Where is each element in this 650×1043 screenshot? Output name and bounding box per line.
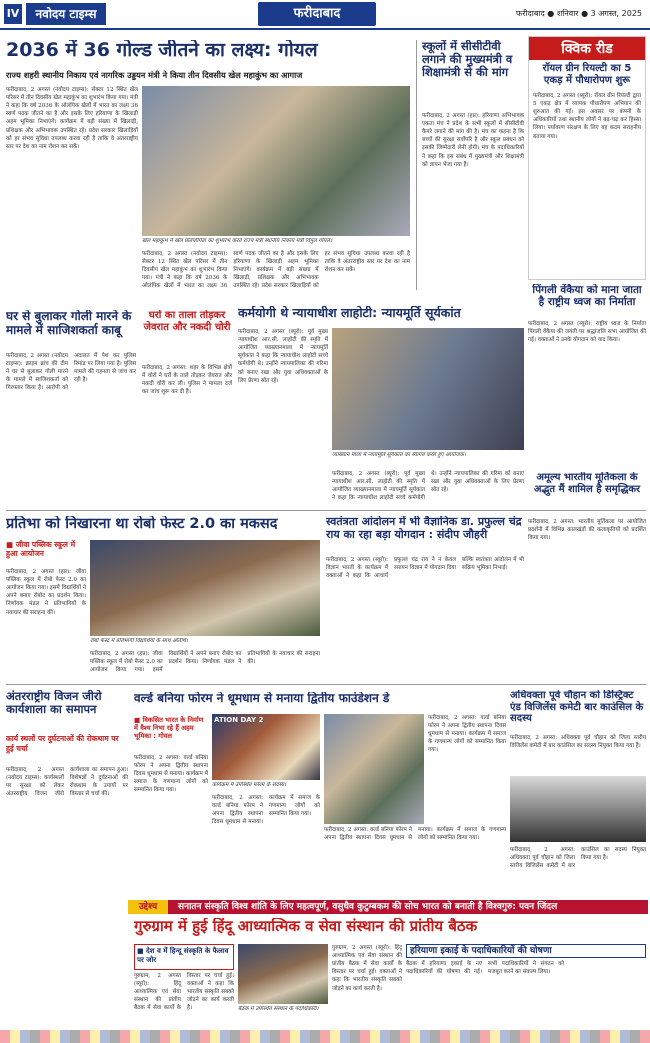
karmayogi-headline: कर्मयोगी थे न्यायाधीश लाहोटी: न्यायमूर्ति सूर्यकांत	[238, 306, 461, 320]
masthead	[0, 0, 650, 30]
schools-headline: स्कूलों में सीसीटीवी लगाने की मुख्यमंत्री व शिक्षामंत्री से की मांग	[422, 40, 513, 80]
vaishya-body-cont: फरीदाबाद, 2 अगस्त: वर्ल्ड बनिया फोरम ने अपना द्वितीय स्थापना दिवस धूमधाम से मनाया। कार्यक्रम में समाज के गणमान्य लोगों को सम्मानित किया गया।	[212, 795, 320, 826]
purpose-band-text: सनातन संस्कृति विश्व शांति के लिए महत्वपूर्ण, वसुधैव कुटुम्बकम की सोच भारत को बनाती है विश्वगुरु: पवन जिंदल	[178, 902, 558, 912]
council-body: फरीदाबाद, 2 अगस्त: अधिवक्ता पूर्व चौहान को जिला स्तरीय विजिलेंस कमेटी में बार काउंसिल का सदस्य नियुक्त किया गया है।	[510, 735, 646, 750]
newspaper-brand: नवोदय टाइम्स	[26, 3, 106, 25]
gurugram-body: गुरुग्राम, 2 अगस्त (ब्यूरो): हिंदू आध्यात्मिक एवं सेवा संस्थान की प्रांतीय बैठक में सेवा कार्यों के विस्तार पर चर्चा हुई। वक्ताओं ने कहा कि भारतीय संस्कृति सबको जोड़ने का कार्य करती है।	[134, 973, 234, 1012]
lead-body-col1: फरीदाबाद, 2 अगस्त (नवोदय टाइम्स): सेक्टर 12 स्थित खेल परिसर में तीन दिवसीय खेल महाकुंभ का शुभारंभ किया गया। मंत्री ने कहा कि वर्ष 2036 के ओलंपिक खेलों में भारत का लक्ष्य 36 स्वर्ण पदक जीतने का है और इसके लिए हरियाणा के खिलाड़ी अहम भूमिका निभाएंगे। कार्यक्रम में बड़ी संख्या में खिलाड़ी, प्रशिक्षक और अभिभावक उपस्थित रहे। प्रदेश सरकार खिलाड़ियों को हर संभव सुविधा उपलब्ध करवा रही है ताकि वे अंतरराष्ट्रीय स्तर पर देश का नाम रोशन कर सकें।	[6, 87, 138, 150]
purpose-band	[128, 900, 648, 914]
vaishya-photo-2	[324, 714, 424, 824]
vaishya-body-cont-3: फरीदाबाद, 2 अगस्त: वर्ल्ड बनिया फोरम ने अपना द्वितीय स्थापना दिवस धूमधाम से मनाया। कार्यक्रम में समाज के गणमान्य लोगों को सम्मानित किया गया।	[428, 715, 506, 754]
vision-kicker: कार्य स्थलों पर दुर्घटनाओं की रोकथाम पर हुई चर्चा	[6, 734, 119, 753]
quick-read-box	[528, 36, 646, 280]
theft-body: फरीदाबाद, 2 अगस्त: शहर के विभिन्न क्षेत्रों में चोरों ने घरों के ताले तोड़कर जेवरात और नकदी चोरी कर ली। पुलिस ने मामला दर्ज कर जांच शुरू कर दी है।	[142, 365, 232, 396]
flag-body: फरीदाबाद, 2 अगस्त (ब्यूरो): राष्ट्रीय ध्वज के निर्माता पिंगली वेंकैया की जयंती पर श्रद्धांजलि सभा आयोजित की गई। वक्ताओं ने उनके योगदान को याद किया।	[528, 321, 646, 344]
quick-read-body: फरीदाबाद, 2 अगस्त (ब्यूरो): रॉयल ग्रीन रियल्टी द्वारा 5 एकड़ क्षेत्र में व्यापक पौधारोपण अभियान की शुरुआत की गई। इस अवसर पर कंपनी के अधिकारियों तथा स्थानीय लोगों ने बढ़-चढ़ कर हिस्सा लिया। पर्यावरण संरक्षण के लिए यह कदम सराहनीय बताया गया।	[533, 93, 641, 140]
vision-body: फरीदाबाद, 2 अगस्त (नवोदय टाइम्स): कार्यस्थलों पर सुरक्षा को लेकर अंतरराष्ट्रीय विजन जीरो कार्यशाला का समापन हुआ। विशेषज्ञों ने दुर्घटनाओं की रोकथाम के उपायों पर विस्तार से चर्चा की।	[6, 767, 128, 798]
karmayogi-photo-caption: व्याख्यान माला में न्यायमूर्ति सूर्यकांत का स्वागत करते हुए आयोजक।	[332, 452, 466, 458]
gurugram-headline: गुरुग्राम में हुई हिंदू आध्यात्मिक व सेवा संस्थान की प्रांतीय बैठक	[134, 918, 478, 935]
robofest-photo	[90, 540, 320, 636]
color-registration-strip	[0, 1030, 650, 1043]
robofest-kicker: ■ जीवा पब्लिक स्कूल में हुआ आयोजन	[6, 540, 76, 559]
lead-photo-caption: खेल महाकुंभ में खेल प्रतियोगिता का शुभारंभ करते राज्य मंत्री स्थानीय निकाय मंत्री विपुल गोयल।	[142, 238, 333, 244]
freedom-body: फरीदाबाद, 2 अगस्त (ब्यूरो): विज्ञान भारती के कार्यक्रम में वक्ताओं ने कहा कि आचार्य प्रफुल्ल चंद्र राय ने न केवल रसायन विज्ञान में योगदान दिया बल्कि स्वतंत्रता आंदोलन में भी सक्रिय भूमिका निभाई।	[326, 557, 524, 580]
haryana-headline: हरियाणा इकाई के पदाधिकारियों की घोषणा	[406, 944, 646, 958]
haryana-body: बैठक में हरियाणा इकाई के नए पदाधिकारियों की घोषणा की गई। सभी पदाधिकारियों ने संगठन को मजबूत करने का संकल्प लिया।	[406, 961, 564, 976]
purpose-band-tag: उद्देश्य	[128, 900, 168, 914]
karmayogi-photo	[332, 328, 524, 450]
culture-headline: अमूल्य भारतीय मूर्तिकला के अद्भुत मैं शामिल है समृद्धिकर	[533, 472, 641, 495]
karmayogi-body: फरीदाबाद, 2 अगस्त (ब्यूरो): पूर्व मुख्य न्यायाधीश आर.सी. लाहोटी की स्मृति में आयोजित व्याख्यानमाला में न्यायमूर्ति सूर्यकांत ने कहा कि न्यायाधीश लाहोटी सच्चे कर्मयोगी थे। उन्होंने न्यायपालिका की गरिमा को बनाए रखा और युवा अधिवक्ताओं के लिए प्रेरणा स्रोत रहे।	[238, 329, 328, 384]
vaishya-photo: ATION DAY 2	[212, 714, 320, 780]
lead-subhead: राज्य शहरी स्थानीय निकाय एवं नागरिक उड्डयन मंत्री ने किया तीन दिवसीय खेल महाकुंभ का आगाज	[6, 70, 303, 80]
page-number: IV	[4, 4, 22, 24]
lead-headline: 2036 में 36 गोल्ड जीतने का लक्ष्य: गोयल	[6, 40, 318, 61]
robofest-body-cont: फरीदाबाद, 2 अगस्त (हप्र): जीवा पब्लिक स्कूल में रोबो फेस्ट 2.0 का आयोजन किया गया। इसमें विद्यार्थियों ने अपने बनाए रोबोट का प्रदर्शन किया। निर्णायक मंडल ने प्रतिभागियों के नवाचार की सराहना की।	[90, 651, 320, 674]
freedom-headline: स्वतंत्रता आंदोलन में भी वैज्ञानिक डा. प्रफुल्ल चंद्र राय का रहा बड़ा योगदान : संदीप जौहरी	[326, 516, 522, 541]
flag-headline: पिंगली वेंकैया को माना जाता है राष्ट्रीय ध्वज का निर्माता	[532, 284, 642, 309]
row-divider-2	[6, 684, 646, 685]
vision-headline: अंतरराष्ट्रीय विजन जीरो कार्यशाला का समापन	[6, 690, 102, 717]
council-headline: अधिवक्ता पूर्व चौहान को डिस्ट्रिक्ट एंड विजिलेंस कमेटी बार काउंसिल के सदस्य	[510, 690, 644, 724]
section-title: फरीदाबाद	[258, 2, 376, 26]
column-divider	[416, 40, 417, 290]
gurugram-kicker: ■ देश व में हिन्दू संस्कृति के फैलाव पर जोर	[134, 944, 234, 970]
gurugram-photo-caption: बैठक में उपस्थित संस्थान के पदाधिकारी।	[238, 1006, 319, 1012]
quick-read-headline: रॉयल ग्रीन रियल्टी का 5 एकड़ में पौधारोपण शुरू	[542, 63, 632, 86]
council-photo	[510, 776, 646, 842]
quick-read-title: क्विक रीड	[529, 37, 645, 60]
council-body-cont: फरीदाबाद, 2 अगस्त: अधिवक्ता पूर्व चौहान को जिला स्तरीय विजिलेंस कमेटी में बार काउंसिल का सदस्य नियुक्त किया गया है।	[510, 847, 646, 870]
vaishya-body: फरीदाबाद, 2 अगस्त: वर्ल्ड बनिया फोरम ने अपना द्वितीय स्थापना दिवस धूमधाम से मनाया। कार्यक्रम में समाज के गणमान्य लोगों को सम्मानित किया गया।	[134, 755, 208, 794]
lead-photo	[142, 86, 410, 236]
schools-body: फरीदाबाद, 2 अगस्त (हप्र): हरियाणा अभिभावक एकता मंच ने प्रदेश के सभी स्कूलों में सीसीटीवी कैमरे लगाने की मांग की है। मंच का कहना है कि बच्चों की सुरक्षा सर्वोपरि है और स्कूल प्रबंधन को इसकी जिम्मेदारी लेनी होगी। मंच के पदाधिकारियों ने कहा कि इस संबंध में मुख्यमंत्री और शिक्षामंत्री को ज्ञापन भेजा गया है।	[422, 113, 524, 168]
vaishya-headline: वर्ल्ड बनिया फोरम ने धूमधाम से मनाया द्वितीय फाउंडेशन डे	[134, 692, 390, 705]
vaishya-photo-caption: कार्यक्रम में उपस्थित फोरम के सदस्य।	[212, 782, 287, 788]
vaishya-kicker: ■ विकसित भारत के निर्माण में वैश्य निभा रहे हैं अहम भूमिका : गोयल	[134, 716, 204, 741]
robofest-photo-caption: रोबो फेस्ट में प्रतिभागी विद्यार्थियों के साथ अतिथि।	[90, 638, 189, 644]
vaishya-body-cont-2: फरीदाबाद, 2 अगस्त: वर्ल्ड बनिया फोरम ने अपना द्वितीय स्थापना दिवस धूमधाम से मनाया। कार्यक्रम में समाज के गणमान्य लोगों को सम्मानित किया गया।	[324, 827, 506, 842]
gurugram-photo	[238, 944, 328, 1004]
lead-body-cont: फरीदाबाद, 2 अगस्त (नवोदय टाइम्स): सेक्टर 12 स्थित खेल परिसर में तीन दिवसीय खेल महाकुंभ का शुभारंभ किया गया। मंत्री ने कहा कि वर्ष 2036 के ओलंपिक खेलों में भारत का लक्ष्य 36 स्वर्ण पदक जीतने का है और इसके लिए हरियाणा के खिलाड़ी अहम भूमिका निभाएंगे। कार्यक्रम में बड़ी संख्या में खिलाड़ी, प्रशिक्षक और अभिभावक उपस्थित रहे। प्रदेश सरकार खिलाड़ियों को हर संभव सुविधा उपलब्ध करवा रही है ताकि वे अंतरराष्ट्रीय स्तर पर देश का नाम रोशन कर सकें।	[142, 251, 410, 290]
karmayogi-body-cont: फरीदाबाद, 2 अगस्त (ब्यूरो): पूर्व मुख्य न्यायाधीश आर.सी. लाहोटी की स्मृति में आयोजित व्याख्यानमाला में न्यायमूर्ति सूर्यकांत ने कहा कि न्यायाधीश लाहोटी सच्चे कर्मयोगी थे। उन्होंने न्यायपालिका की गरिमा को बनाए रखा और युवा अधिवक्ताओं के लिए प्रेरणा स्रोत रहे।	[332, 471, 524, 502]
robofest-headline: प्रतिभा को निखारना था रोबो फेस्ट 2.0 का मकसद	[6, 516, 278, 532]
attack-headline: घर से बुलाकर गोली मारने के मामले में साजिशकर्ता काबू	[6, 310, 132, 337]
attack-body: फरीदाबाद, 2 अगस्त (नवोदय टाइम्स): क्राइम ब्रांच की टीम ने घर से बुलाकर गोली मारने के मामले में साजिशकर्ता को गिरफ्तार किया है। आरोपी को अदालत में पेश कर पुलिस रिमांड पर लिया गया है। पुलिस मामले की गहनता से जांच कर रही है।	[6, 353, 136, 392]
robofest-body: फरीदाबाद, 2 अगस्त (हप्र): जीवा पब्लिक स्कूल में रोबो फेस्ट 2.0 का आयोजन किया गया। इसमें विद्यार्थियों ने अपने बनाए रोबोट का प्रदर्शन किया। निर्णायक मंडल ने प्रतिभागियों के नवाचार की सराहना की।	[6, 569, 86, 616]
gurugram-body-cont: गुरुग्राम, 2 अगस्त (ब्यूरो): हिंदू आध्यात्मिक एवं सेवा संस्थान की प्रांतीय बैठक में सेवा कार्यों के विस्तार पर चर्चा हुई। वक्ताओं ने कहा कि भारतीय संस्कृति सबको जोड़ने का कार्य करती है।	[332, 945, 402, 992]
culture-body: फरीदाबाद, 2 अगस्त: भारतीय मूर्तिकला पर आयोजित प्रदर्शनी में विभिन्न कालखंडों की कलाकृतियों को प्रदर्शित किया गया।	[528, 519, 646, 542]
dateline: फरीदाबाद ● शनिवार ● 3 अगस्त, 2025	[516, 9, 642, 18]
theft-headline: घरों का ताला तोड़कर जेवरात और नकदी चोरी	[143, 310, 231, 333]
